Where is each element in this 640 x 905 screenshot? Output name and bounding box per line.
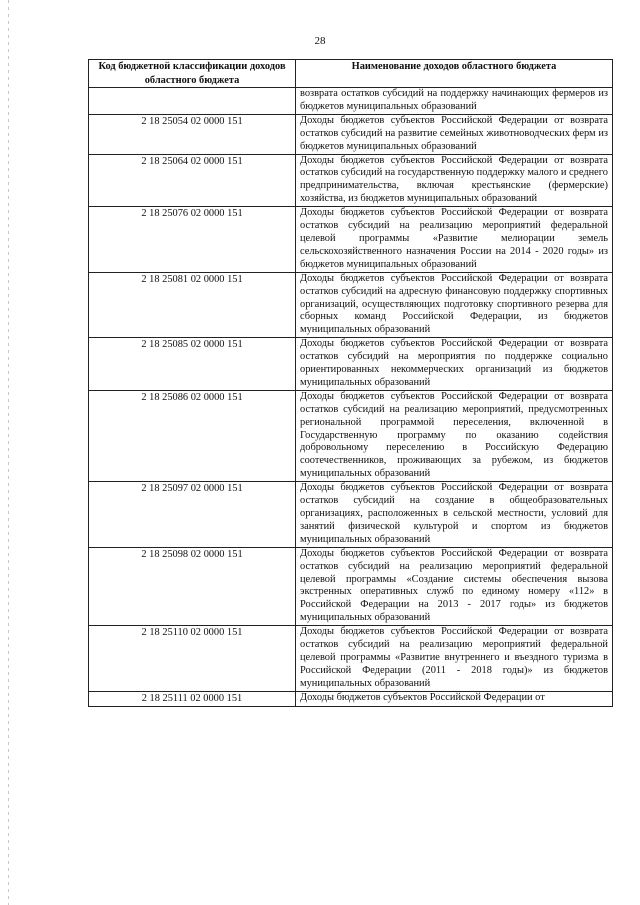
row-name: Доходы бюджетов субъектов Российской Федерации от возврата остатков субсидий на государственную поддержку малого и среднего предпринимательства, включая крестьянские (фермерские) хозяйства, из бюджетов муниципальных образований (296, 154, 613, 207)
table-row (89, 272, 613, 338)
scan-edge-line (8, 0, 9, 905)
row-code (89, 88, 296, 115)
row-code: 2 18 25086 02 0000 151 (89, 390, 296, 481)
row-name: Доходы бюджетов субъектов Российской Федерации от возврата остатков субсидий на реализацию мероприятий федеральной целевой программы «Развитие мелиорации земель сельскохозяйственного назначения России на 2014 - 2020 годы» из бюджетов муниципальных образований (296, 207, 613, 273)
row-code: 2 18 25064 02 0000 151 (89, 154, 296, 207)
table-row (89, 88, 613, 115)
row-name: Доходы бюджетов субъектов Российской Федерации от возврата остатков субсидий на создание в общеобразовательных организациях, расположенных в сельской местности, условий для занятий физической культурой и спортом из бюджетов муниципальных образований (296, 482, 613, 548)
table-row (89, 626, 613, 692)
table-row (89, 691, 613, 706)
row-name: Доходы бюджетов субъектов Российской Федерации от возврата остатков субсидий на мероприятия по поддержке социально ориентированных некоммерческих организаций из бюджетов муниципальных образований (296, 338, 613, 391)
table-row (89, 207, 613, 273)
row-code: 2 18 25098 02 0000 151 (89, 547, 296, 625)
row-code: 2 18 25097 02 0000 151 (89, 482, 296, 548)
header-code: Код бюджетной классификации доходов областного бюджета (89, 60, 296, 88)
row-name: возврата остатков субсидий на поддержку начинающих фермеров из бюджетов муниципальных образований (296, 88, 613, 115)
page-number: 28 (314, 35, 326, 47)
table-row (89, 390, 613, 481)
row-code: 2 18 25110 02 0000 151 (89, 626, 296, 692)
row-code: 2 18 25085 02 0000 151 (89, 338, 296, 391)
header-name: Наименование доходов областного бюджета (296, 60, 613, 88)
row-code: 2 18 25111 02 0000 151 (89, 691, 296, 706)
row-code: 2 18 25054 02 0000 151 (89, 114, 296, 154)
table-row (89, 547, 613, 625)
table-row (89, 154, 613, 207)
row-name: Доходы бюджетов субъектов Российской Федерации от возврата остатков субсидий на реализацию мероприятий, предусмотренных региональной программой переселения, включенной в Государственную программу по оказанию содействия добровольному переселению в Российскую Федерацию соотечественников, проживающих за рубежом, из бюджетов муниципальных образований (296, 390, 613, 481)
row-name: Доходы бюджетов субъектов Российской Федерации от возврата остатков субсидий на адресную финансовую поддержку спортивных организаций, осуществляющих подготовку спортивного резерва для сборных команд Российской Федерации, из бюджетов муниципальных образований (296, 272, 613, 338)
row-code: 2 18 25081 02 0000 151 (89, 272, 296, 338)
table-row (89, 114, 613, 154)
row-name: Доходы бюджетов субъектов Российской Федерации от (296, 691, 613, 706)
budget-classification-table (88, 59, 613, 707)
table-row (89, 482, 613, 548)
row-name: Доходы бюджетов субъектов Российской Федерации от возврата остатков субсидий на развитие семейных животноводческих ферм из бюджетов муниципальных образований (296, 114, 613, 154)
table-header-row (89, 60, 613, 88)
table-row (89, 338, 613, 391)
row-code: 2 18 25076 02 0000 151 (89, 207, 296, 273)
row-name: Доходы бюджетов субъектов Российской Федерации от возврата остатков субсидий на реализацию мероприятий федеральной целевой программы «Развитие внутреннего и въездного туризма в Российской Федерации (2011 - 2018 годы)» из бюджетов муниципальных образований (296, 626, 613, 692)
row-name: Доходы бюджетов субъектов Российской Федерации от возврата остатков субсидий на реализацию мероприятий федеральной целевой программы «Создание системы обеспечения вызова экстренных оперативных служб по единому номеру «112» в Российской Федерации на 2013 - 2017 годы» из бюджетов муниципальных образований (296, 547, 613, 625)
